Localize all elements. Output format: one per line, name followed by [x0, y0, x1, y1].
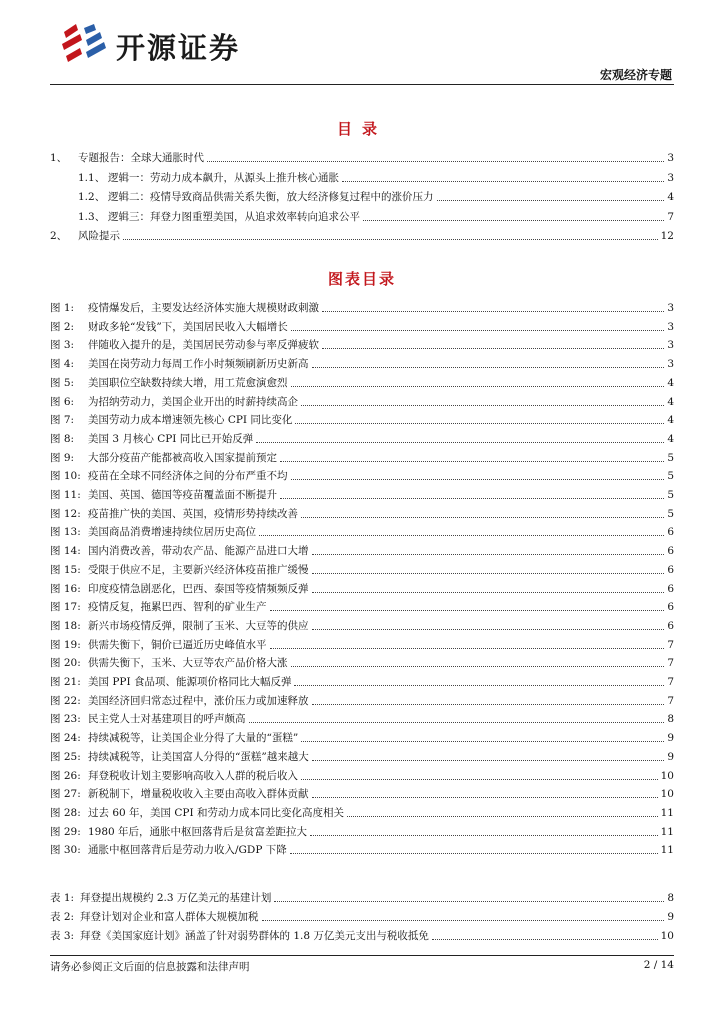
entry-number: 图 25: [50, 750, 81, 763]
entry-number: 图 20: [50, 657, 81, 670]
toc-entry[interactable] [50, 205, 674, 224]
dot-leader [291, 666, 665, 667]
toc-entry[interactable] [50, 614, 674, 633]
entry-title: 美国职位空缺数持续大增，用工荒愈演愈烈 [88, 376, 288, 389]
entry-title: 美国 3 月核心 CPI 同比已开始反弹 [88, 432, 254, 445]
entry-number: 图 10: [50, 470, 81, 483]
entry-number: 图 8: [50, 432, 75, 445]
dot-leader [274, 901, 664, 902]
entry-number: 表 2: [50, 911, 75, 923]
entry-title: 供需失衡下，玉米、大豆等农产品价格大涨 [88, 657, 288, 670]
dot-leader [363, 220, 664, 221]
entry-title: 美国劳动力成本增速领先核心 CPI 同比变化 [88, 414, 293, 427]
entry-title: 伴随收入提升的是，美国居民劳动参与率反弹疲软 [88, 339, 319, 352]
toc-entry[interactable] [50, 185, 674, 204]
entry-title: 1980 年后，通胀中枢回落背后是贫富差距拉大 [88, 825, 308, 838]
entry-title: 美国、英国、德国等疫苗覆盖面不断提升 [88, 489, 277, 501]
toc-entry[interactable] [50, 390, 674, 409]
toc-entry[interactable] [50, 726, 674, 745]
entry-title: 大部分疫苗产能都被高收入国家提前预定 [88, 451, 277, 464]
dot-leader [342, 181, 664, 182]
entry-number: 图 3: [50, 339, 75, 352]
toc-entry[interactable] [50, 577, 674, 596]
entry-page: 10 [660, 769, 674, 782]
entry-page: 9 [667, 750, 674, 763]
toc-entry[interactable] [50, 782, 674, 801]
entry-page: 4 [667, 414, 674, 427]
dot-leader [301, 741, 664, 742]
entry-title: 新兴市场疫情反弹，限制了玉米、大豆等的供应 [88, 619, 309, 632]
entry-page: 10 [660, 788, 674, 801]
entry-page: 4 [667, 432, 674, 445]
entry-title: 逻辑一：劳动力成本飙升，从源头上推升核心通胀 [108, 171, 339, 184]
toc-entry[interactable] [50, 651, 674, 670]
entry-title: 为招纳劳动力，美国企业开出的时薪持续高企 [88, 395, 298, 408]
dot-leader [270, 610, 665, 611]
toc-entry[interactable] [50, 464, 674, 483]
entry-number: 图 7: [50, 414, 75, 427]
dot-leader [123, 239, 658, 240]
dot-leader [294, 685, 664, 686]
entry-title: 新税制下，增量税收收入主要由高收入群体贡献 [88, 788, 309, 801]
entry-number: 图 6: [50, 395, 75, 408]
entry-page: 11 [660, 825, 674, 838]
entry-page: 3 [667, 320, 674, 333]
toc-entry[interactable] [50, 689, 674, 708]
entry-number: 图 5: [50, 376, 75, 389]
dot-leader [312, 760, 665, 761]
entry-number: 图 13: [50, 526, 81, 539]
toc-entry[interactable] [50, 558, 674, 577]
entry-number: 图 16: [50, 582, 81, 595]
entry-page: 3 [667, 302, 674, 314]
entry-page: 11 [660, 844, 674, 857]
entry-title: 专题报告：全球大通胀时代 [78, 152, 204, 164]
dot-leader [312, 797, 658, 798]
dot-leader [347, 816, 658, 817]
entry-title: 美国商品消费增速持续位居历史高位 [88, 526, 256, 539]
entry-title: 过去 60 年，美国 CPI 和劳动力成本同比变化高度相关 [88, 806, 344, 819]
entry-number: 图 27: [50, 788, 81, 801]
entry-page: 9 [667, 911, 674, 923]
toc-entry[interactable] [50, 446, 674, 465]
dot-leader [432, 939, 658, 940]
entry-number: 图 2: [50, 320, 75, 333]
entry-number: 图 23: [50, 713, 81, 726]
dot-leader [312, 704, 665, 705]
entry-title: 疫苗在全球不同经济体之间的分布严重不均 [88, 470, 288, 483]
entry-number: 图 15: [50, 563, 81, 576]
dot-leader [301, 405, 664, 406]
toc-entry[interactable] [50, 764, 674, 783]
entry-title: 逻辑二：疫情导致商品供需关系失衡，放大经济修复过程中的涨价压力 [108, 191, 434, 203]
footer-divider [50, 955, 674, 956]
figures-title: 图表目录 [327, 270, 396, 288]
toc-entry[interactable] [50, 427, 674, 446]
entry-title: 国内消费改善，带动农产品、能源产品进口大增 [88, 545, 309, 558]
entry-number: 图 18: [50, 619, 81, 632]
toc-entry[interactable] [50, 801, 674, 820]
toc-entry[interactable] [50, 520, 674, 539]
toc-entry[interactable] [50, 838, 674, 857]
entry-number: 图 11: [50, 489, 81, 501]
dot-leader [249, 722, 665, 723]
entry-number: 图 4: [50, 358, 75, 371]
entry-title: 供需失衡下，铜价已逼近历史峰值水平 [88, 638, 267, 651]
entry-title: 风险提示 [78, 230, 120, 242]
toc-entry[interactable] [50, 333, 674, 352]
toc-entry[interactable] [50, 924, 674, 943]
entry-title: 拜登提出规模约 2.3 万亿美元的基建计划 [80, 892, 272, 904]
toc-entry[interactable] [50, 483, 674, 502]
entry-title: 疫情爆发后，主要发达经济体实施大规模财政刺激 [88, 302, 319, 314]
entry-title: 拜登计划对企业和富人群体大规模加税 [80, 911, 259, 923]
entry-number: 图 28: [50, 806, 81, 819]
entry-page: 4 [667, 376, 674, 389]
toc-entry[interactable] [50, 352, 674, 371]
entry-page: 7 [667, 657, 674, 670]
entry-number: 1.3、 [78, 210, 106, 223]
report-category: 宏观经济专题 [599, 68, 672, 82]
entry-title: 印度疫情急剧恶化，巴西、泰国等疫情频频反弹 [88, 582, 309, 595]
entry-number: 图 29: [50, 825, 81, 838]
entry-page: 7 [667, 210, 674, 223]
toc-entry[interactable] [50, 408, 674, 427]
toc-entry[interactable] [50, 371, 674, 390]
dot-leader [301, 779, 658, 780]
entry-page: 11 [660, 806, 674, 819]
entry-number: 图 24: [50, 732, 81, 745]
entry-page: 7 [667, 676, 674, 688]
entry-number: 图 14: [50, 545, 81, 558]
toc-entry[interactable] [50, 166, 674, 185]
entry-page: 3 [667, 339, 674, 352]
entry-page: 6 [667, 545, 674, 558]
entry-number: 1、 [50, 152, 68, 164]
entry-number: 2、 [50, 230, 68, 242]
dot-leader [322, 311, 664, 312]
entry-page: 5 [667, 451, 674, 464]
dot-leader [312, 554, 665, 555]
entry-title: 拜登《美国家庭计划》涵盖了针对弱势群体的 1.8 万亿美元支出与税收抵免 [80, 930, 429, 942]
entry-page: 4 [667, 395, 674, 408]
dot-leader [295, 423, 664, 424]
entry-page: 6 [667, 563, 674, 576]
brand-name: 开源证券 [116, 31, 241, 65]
entry-title: 疫苗推广快的美国、英国，疫情形势持续改善 [88, 507, 298, 520]
entry-number: 图 12: [50, 507, 81, 520]
entry-title: 美国在岗劳动力每周工作小时频频刷新历史新高 [88, 358, 309, 371]
toc-entry[interactable] [50, 820, 674, 839]
kaiyuan-logo-icon [60, 22, 108, 66]
entry-title: 逻辑三：拜登力图重塑美国，从追求效率转向追求公平 [108, 210, 360, 223]
dot-leader [291, 479, 665, 480]
entry-page: 9 [667, 732, 674, 745]
toc-entry[interactable] [50, 296, 674, 315]
entry-number: 图 9: [50, 451, 75, 464]
entry-page: 3 [667, 358, 674, 371]
entry-page: 8 [667, 892, 674, 904]
entry-page: 12 [660, 230, 674, 242]
entry-page: 5 [667, 470, 674, 483]
page-number: 2 / 14 [643, 959, 674, 971]
dot-leader [312, 629, 665, 630]
dot-leader [301, 517, 664, 518]
entry-page: 7 [667, 694, 674, 707]
toc-entry[interactable] [50, 315, 674, 334]
entry-number: 1.1、 [78, 171, 106, 184]
entry-number: 图 17: [50, 601, 81, 614]
dot-leader [262, 920, 665, 921]
entry-page: 3 [667, 171, 674, 184]
entry-page: 6 [667, 601, 674, 614]
entry-page: 8 [667, 713, 674, 726]
entry-number: 图 30: [50, 844, 81, 857]
entry-number: 图 19: [50, 638, 81, 651]
entry-title: 民主党人士对基建项目的呼声颇高 [88, 713, 246, 726]
entry-title: 受限于供应不足，主要新兴经济体疫苗推广缓慢 [88, 563, 309, 576]
dot-leader [312, 367, 665, 368]
entry-title: 拜登税收计划主要影响高收入人群的税后收入 [88, 769, 298, 782]
entry-page: 6 [667, 526, 674, 539]
dot-leader [207, 161, 664, 162]
entry-page: 4 [667, 191, 674, 203]
entry-page: 7 [667, 638, 674, 651]
entry-page: 3 [667, 152, 674, 164]
entry-title: 通胀中枢回落背后是劳动力收入/GDP 下降 [88, 844, 287, 857]
dot-leader [437, 200, 665, 201]
entry-number: 图 21: [50, 676, 81, 688]
dot-leader [322, 348, 664, 349]
entry-page: 5 [667, 507, 674, 520]
entry-page: 6 [667, 619, 674, 632]
entry-page: 10 [660, 930, 674, 942]
entry-page: 5 [667, 489, 674, 501]
toc-entry[interactable] [50, 502, 674, 521]
page-header [0, 0, 724, 88]
entry-title: 持续减税等，让美国富人分得的“蛋糕”越来越大 [88, 750, 309, 763]
dot-leader [312, 573, 665, 574]
toc-entry[interactable] [50, 745, 674, 764]
entry-title: 疫情反复，拖累巴西、智利的矿业生产 [88, 601, 267, 614]
toc-title: 目录 [336, 120, 387, 138]
dot-leader [280, 498, 664, 499]
dot-leader [310, 835, 658, 836]
entry-number: 表 3: [50, 930, 75, 942]
dot-leader [256, 442, 664, 443]
entry-title: 美国经济回归常态过程中，涨价压力或加速释放 [88, 694, 309, 707]
disclaimer-text: 请务必参阅正文后面的信息披露和法律声明 [50, 961, 250, 973]
entry-title: 财政多轮“发钱”下，美国居民收入大幅增长 [88, 320, 288, 333]
toc-entry[interactable] [50, 146, 674, 165]
entry-title: 持续减税等，让美国企业分得了大量的“蛋糕” [88, 732, 299, 745]
dot-leader [280, 461, 664, 462]
dot-leader [290, 853, 658, 854]
dot-leader [259, 535, 664, 536]
dot-leader [312, 592, 665, 593]
dot-leader [291, 330, 665, 331]
toc-entry[interactable] [50, 707, 674, 726]
entry-title: 美国 PPI 食品项、能源项价格同比大幅反弹 [88, 676, 292, 688]
entry-number: 图 1: [50, 302, 75, 314]
toc-entry[interactable] [50, 633, 674, 652]
entry-number: 图 22: [50, 694, 81, 707]
entry-number: 表 1: [50, 892, 75, 904]
toc-entry[interactable] [50, 905, 674, 924]
dot-leader [270, 648, 665, 649]
entry-number: 1.2、 [78, 191, 106, 203]
entry-number: 图 26: [50, 769, 81, 782]
header-divider [50, 84, 674, 85]
toc-entry[interactable] [50, 670, 674, 689]
entry-page: 6 [667, 582, 674, 595]
toc-entry[interactable] [50, 886, 674, 905]
dot-leader [291, 386, 665, 387]
toc-entry[interactable] [50, 224, 674, 243]
toc-entry[interactable] [50, 539, 674, 558]
toc-entry[interactable] [50, 595, 674, 614]
